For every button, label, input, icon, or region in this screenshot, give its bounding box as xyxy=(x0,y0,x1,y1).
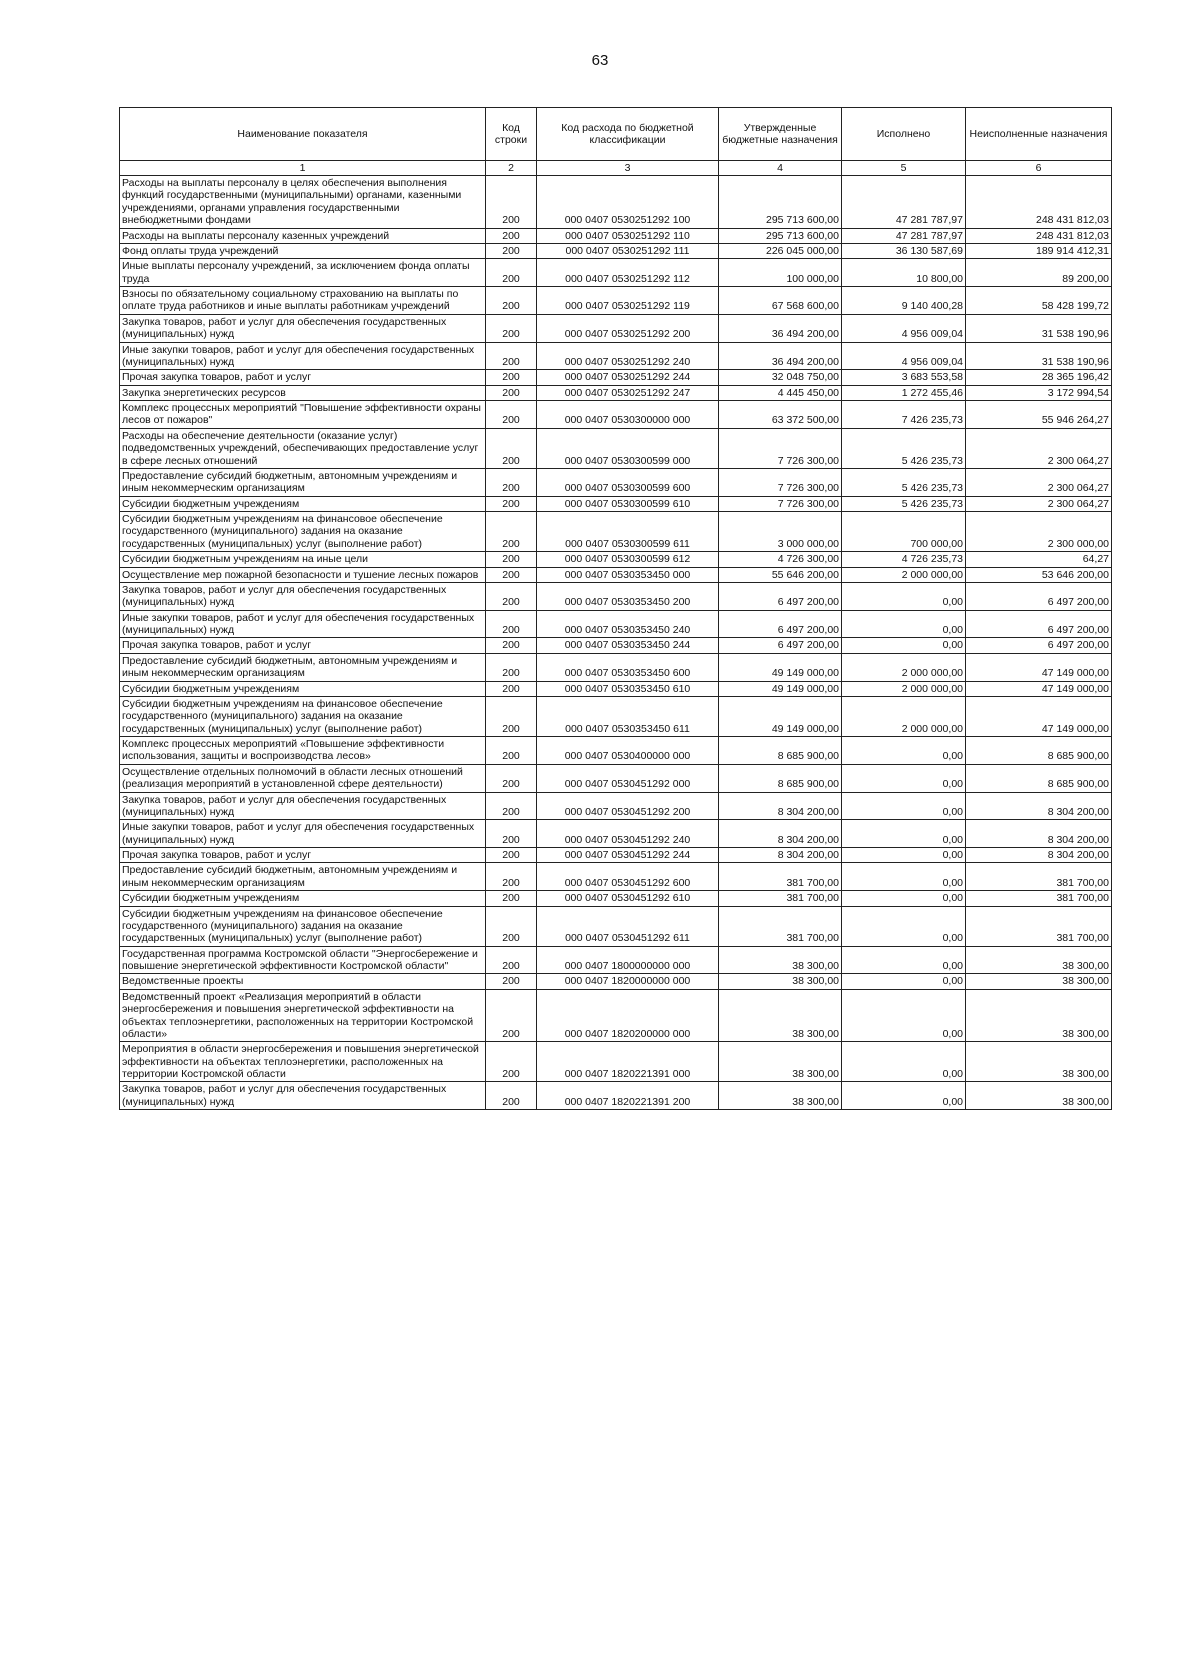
row-unexecuted-cell: 31 538 190,96 xyxy=(966,342,1112,370)
row-executed-cell: 0,00 xyxy=(842,974,966,989)
row-name-cell: Ведомственный проект «Реализация мероприятий в области энергосбережения и повышения энергетической эффективности на объектах теплоэнергетики, расположенных на территории Костромской области» xyxy=(120,989,486,1042)
row-approved-cell: 4 726 300,00 xyxy=(719,552,842,567)
row-code-cell: 200 xyxy=(486,512,537,552)
row-executed-cell: 0,00 xyxy=(842,582,966,610)
row-executed-cell: 7 426 235,73 xyxy=(842,401,966,429)
row-executed-cell: 2 000 000,00 xyxy=(842,653,966,681)
row-code-cell: 200 xyxy=(486,259,537,287)
row-executed-cell: 0,00 xyxy=(842,848,966,863)
header-classification: Код расхода по бюджетной классификации xyxy=(537,108,719,161)
table-row xyxy=(120,512,1112,552)
row-classification-cell: 000 0407 0530251292 244 xyxy=(537,370,719,385)
table-row xyxy=(120,552,1112,567)
row-unexecuted-cell: 6 497 200,00 xyxy=(966,610,1112,638)
table-row xyxy=(120,567,1112,582)
row-approved-cell: 226 045 000,00 xyxy=(719,243,842,258)
row-approved-cell: 49 149 000,00 xyxy=(719,696,842,736)
row-classification-cell: 000 0407 1820000000 000 xyxy=(537,974,719,989)
row-classification-cell: 000 0407 0530353450 600 xyxy=(537,653,719,681)
table-row xyxy=(120,974,1112,989)
column-numbers-row xyxy=(120,161,1112,176)
row-code-cell: 200 xyxy=(486,370,537,385)
table-row xyxy=(120,428,1112,468)
table-row xyxy=(120,946,1112,974)
row-name-cell: Субсидии бюджетным учреждениям на финансовое обеспечение государственного (муниципального) задания на оказание государственных (муниципальных) услуг (выполнение работ) xyxy=(120,906,486,946)
row-unexecuted-cell: 2 300 064,27 xyxy=(966,428,1112,468)
row-name-cell: Комплекс процессных мероприятий "Повышение эффективности охраны лесов от пожаров" xyxy=(120,401,486,429)
row-executed-cell: 0,00 xyxy=(842,638,966,653)
row-unexecuted-cell: 248 431 812,03 xyxy=(966,228,1112,243)
row-approved-cell: 100 000,00 xyxy=(719,259,842,287)
row-code-cell: 200 xyxy=(486,653,537,681)
row-name-cell: Комплекс процессных мероприятий «Повышение эффективности использования, защиты и воспроизводства лесов» xyxy=(120,737,486,765)
row-code-cell: 200 xyxy=(486,737,537,765)
row-classification-cell: 000 0407 0530451292 000 xyxy=(537,764,719,792)
row-executed-cell: 10 800,00 xyxy=(842,259,966,287)
table-row xyxy=(120,1082,1112,1110)
row-approved-cell: 32 048 750,00 xyxy=(719,370,842,385)
table-row xyxy=(120,820,1112,848)
row-code-cell: 200 xyxy=(486,681,537,696)
row-classification-cell: 000 0407 0530451292 611 xyxy=(537,906,719,946)
row-executed-cell: 1 272 455,46 xyxy=(842,385,966,400)
row-approved-cell: 6 497 200,00 xyxy=(719,610,842,638)
row-code-cell: 200 xyxy=(486,385,537,400)
row-unexecuted-cell: 8 304 200,00 xyxy=(966,820,1112,848)
row-unexecuted-cell: 89 200,00 xyxy=(966,259,1112,287)
column-number: 5 xyxy=(842,161,966,176)
row-code-cell: 200 xyxy=(486,906,537,946)
row-unexecuted-cell: 38 300,00 xyxy=(966,1082,1112,1110)
row-code-cell: 200 xyxy=(486,287,537,315)
row-executed-cell: 0,00 xyxy=(842,989,966,1042)
row-approved-cell: 8 685 900,00 xyxy=(719,737,842,765)
row-classification-cell: 000 0407 0530300599 611 xyxy=(537,512,719,552)
row-code-cell: 200 xyxy=(486,610,537,638)
row-unexecuted-cell: 3 172 994,54 xyxy=(966,385,1112,400)
row-unexecuted-cell: 2 300 000,00 xyxy=(966,512,1112,552)
table-body xyxy=(120,176,1112,1110)
row-code-cell: 200 xyxy=(486,401,537,429)
row-name-cell: Закупка товаров, работ и услуг для обеспечения государственных (муниципальных) нужд xyxy=(120,1082,486,1110)
row-unexecuted-cell: 381 700,00 xyxy=(966,906,1112,946)
row-executed-cell: 0,00 xyxy=(842,764,966,792)
row-executed-cell: 9 140 400,28 xyxy=(842,287,966,315)
table-row xyxy=(120,385,1112,400)
row-executed-cell: 47 281 787,97 xyxy=(842,176,966,229)
row-executed-cell: 0,00 xyxy=(842,820,966,848)
row-executed-cell: 4 956 009,04 xyxy=(842,342,966,370)
row-approved-cell: 38 300,00 xyxy=(719,974,842,989)
row-unexecuted-cell: 28 365 196,42 xyxy=(966,370,1112,385)
table-row xyxy=(120,792,1112,820)
row-approved-cell: 38 300,00 xyxy=(719,1082,842,1110)
row-unexecuted-cell: 8 304 200,00 xyxy=(966,792,1112,820)
row-unexecuted-cell: 38 300,00 xyxy=(966,989,1112,1042)
row-executed-cell: 0,00 xyxy=(842,1042,966,1082)
row-name-cell: Субсидии бюджетным учреждениям xyxy=(120,891,486,906)
row-unexecuted-cell: 38 300,00 xyxy=(966,946,1112,974)
header-executed: Исполнено xyxy=(842,108,966,161)
row-executed-cell: 0,00 xyxy=(842,906,966,946)
row-classification-cell: 000 0407 1820221391 200 xyxy=(537,1082,719,1110)
header-name: Наименование показателя xyxy=(120,108,486,161)
row-unexecuted-cell: 2 300 064,27 xyxy=(966,468,1112,496)
row-executed-cell: 0,00 xyxy=(842,863,966,891)
page-number: 63 xyxy=(591,52,609,69)
row-executed-cell: 2 000 000,00 xyxy=(842,681,966,696)
row-code-cell: 200 xyxy=(486,468,537,496)
table-row xyxy=(120,243,1112,258)
row-name-cell: Предоставление субсидий бюджетным, автономным учреждениям и иным некоммерческим организациям xyxy=(120,863,486,891)
row-code-cell: 200 xyxy=(486,974,537,989)
row-classification-cell: 000 0407 0530251292 111 xyxy=(537,243,719,258)
row-approved-cell: 7 726 300,00 xyxy=(719,468,842,496)
row-executed-cell: 0,00 xyxy=(842,1082,966,1110)
row-approved-cell: 7 726 300,00 xyxy=(719,428,842,468)
row-unexecuted-cell: 8 685 900,00 xyxy=(966,764,1112,792)
column-number: 3 xyxy=(537,161,719,176)
row-executed-cell: 36 130 587,69 xyxy=(842,243,966,258)
row-code-cell: 200 xyxy=(486,552,537,567)
row-unexecuted-cell: 189 914 412,31 xyxy=(966,243,1112,258)
row-classification-cell: 000 0407 0530451292 610 xyxy=(537,891,719,906)
row-name-cell: Расходы на выплаты персоналу казенных учреждений xyxy=(120,228,486,243)
row-classification-cell: 000 0407 0530353450 200 xyxy=(537,582,719,610)
row-classification-cell: 000 0407 0530300599 610 xyxy=(537,496,719,511)
row-code-cell: 200 xyxy=(486,989,537,1042)
row-classification-cell: 000 0407 0530353450 000 xyxy=(537,567,719,582)
row-unexecuted-cell: 381 700,00 xyxy=(966,863,1112,891)
row-code-cell: 200 xyxy=(486,496,537,511)
row-code-cell: 200 xyxy=(486,946,537,974)
row-name-cell: Осуществление отдельных полномочий в области лесных отношений (реализация мероприятий в установленной сфере деятельности) xyxy=(120,764,486,792)
row-name-cell: Мероприятия в области энергосбережения и повышения энергетической эффективности на объектах теплоэнергетики, расположенных на территории Костромской области xyxy=(120,1042,486,1082)
row-unexecuted-cell: 47 149 000,00 xyxy=(966,653,1112,681)
row-name-cell: Иные закупки товаров, работ и услуг для обеспечения государственных (муниципальных) нужд xyxy=(120,820,486,848)
row-classification-cell: 000 0407 0530353450 244 xyxy=(537,638,719,653)
row-unexecuted-cell: 38 300,00 xyxy=(966,974,1112,989)
row-unexecuted-cell: 6 497 200,00 xyxy=(966,582,1112,610)
row-classification-cell: 000 0407 0530251292 112 xyxy=(537,259,719,287)
table-header-row xyxy=(120,108,1112,161)
table-row xyxy=(120,737,1112,765)
row-unexecuted-cell: 58 428 199,72 xyxy=(966,287,1112,315)
row-unexecuted-cell: 8 304 200,00 xyxy=(966,848,1112,863)
row-unexecuted-cell: 31 538 190,96 xyxy=(966,314,1112,342)
row-executed-cell: 0,00 xyxy=(842,610,966,638)
table-row xyxy=(120,314,1112,342)
row-name-cell: Прочая закупка товаров, работ и услуг xyxy=(120,370,486,385)
row-approved-cell: 63 372 500,00 xyxy=(719,401,842,429)
row-executed-cell: 5 426 235,73 xyxy=(842,468,966,496)
row-name-cell: Субсидии бюджетным учреждениям на финансовое обеспечение государственного (муниципального) задания на оказание государственных (муниципальных) услуг (выполнение работ) xyxy=(120,512,486,552)
table-row xyxy=(120,848,1112,863)
row-name-cell: Закупка энергетических ресурсов xyxy=(120,385,486,400)
table-row xyxy=(120,496,1112,511)
table-row xyxy=(120,1042,1112,1082)
table-row xyxy=(120,401,1112,429)
row-name-cell: Иные закупки товаров, работ и услуг для обеспечения государственных (муниципальных) нужд xyxy=(120,342,486,370)
row-approved-cell: 38 300,00 xyxy=(719,1042,842,1082)
row-approved-cell: 8 304 200,00 xyxy=(719,792,842,820)
table-row xyxy=(120,176,1112,229)
row-executed-cell: 700 000,00 xyxy=(842,512,966,552)
row-code-cell: 200 xyxy=(486,582,537,610)
table-row xyxy=(120,989,1112,1042)
table-row xyxy=(120,764,1112,792)
row-executed-cell: 47 281 787,97 xyxy=(842,228,966,243)
row-classification-cell: 000 0407 0530300000 000 xyxy=(537,401,719,429)
row-approved-cell: 6 497 200,00 xyxy=(719,582,842,610)
row-unexecuted-cell: 38 300,00 xyxy=(966,1042,1112,1082)
row-unexecuted-cell: 8 685 900,00 xyxy=(966,737,1112,765)
row-approved-cell: 67 568 600,00 xyxy=(719,287,842,315)
row-approved-cell: 295 713 600,00 xyxy=(719,176,842,229)
row-unexecuted-cell: 47 149 000,00 xyxy=(966,681,1112,696)
table-row xyxy=(120,259,1112,287)
row-approved-cell: 381 700,00 xyxy=(719,863,842,891)
row-executed-cell: 2 000 000,00 xyxy=(842,696,966,736)
column-number: 4 xyxy=(719,161,842,176)
row-approved-cell: 381 700,00 xyxy=(719,906,842,946)
row-approved-cell: 8 685 900,00 xyxy=(719,764,842,792)
row-name-cell: Субсидии бюджетным учреждениям на финансовое обеспечение государственного (муниципального) задания на оказание государственных (муниципальных) услуг (выполнение работ) xyxy=(120,696,486,736)
row-code-cell: 200 xyxy=(486,428,537,468)
column-number: 1 xyxy=(120,161,486,176)
table-row xyxy=(120,228,1112,243)
row-classification-cell: 000 0407 1800000000 000 xyxy=(537,946,719,974)
row-classification-cell: 000 0407 0530251292 200 xyxy=(537,314,719,342)
row-classification-cell: 000 0407 0530251292 100 xyxy=(537,176,719,229)
row-code-cell: 200 xyxy=(486,638,537,653)
row-unexecuted-cell: 55 946 264,27 xyxy=(966,401,1112,429)
row-unexecuted-cell: 6 497 200,00 xyxy=(966,638,1112,653)
row-approved-cell: 55 646 200,00 xyxy=(719,567,842,582)
row-executed-cell: 4 956 009,04 xyxy=(842,314,966,342)
row-code-cell: 200 xyxy=(486,820,537,848)
table-row xyxy=(120,582,1112,610)
table-row xyxy=(120,638,1112,653)
row-code-cell: 200 xyxy=(486,176,537,229)
row-name-cell: Ведомственные проекты xyxy=(120,974,486,989)
row-name-cell: Государственная программа Костромской области "Энергосбережение и повышение энергетической эффективности Костромской области" xyxy=(120,946,486,974)
row-approved-cell: 36 494 200,00 xyxy=(719,342,842,370)
row-classification-cell: 000 0407 1820200000 000 xyxy=(537,989,719,1042)
row-approved-cell: 381 700,00 xyxy=(719,891,842,906)
table-row xyxy=(120,287,1112,315)
table-row xyxy=(120,906,1112,946)
row-unexecuted-cell: 248 431 812,03 xyxy=(966,176,1112,229)
header-approved: Утвержденные бюджетные назначения xyxy=(719,108,842,161)
row-approved-cell: 36 494 200,00 xyxy=(719,314,842,342)
row-classification-cell: 000 0407 0530251292 110 xyxy=(537,228,719,243)
row-code-cell: 200 xyxy=(486,792,537,820)
row-code-cell: 200 xyxy=(486,863,537,891)
table-row xyxy=(120,370,1112,385)
row-code-cell: 200 xyxy=(486,1042,537,1082)
row-executed-cell: 4 726 235,73 xyxy=(842,552,966,567)
row-classification-cell: 000 0407 0530451292 240 xyxy=(537,820,719,848)
table-row xyxy=(120,681,1112,696)
row-name-cell: Закупка товаров, работ и услуг для обеспечения государственных (муниципальных) нужд xyxy=(120,314,486,342)
row-name-cell: Закупка товаров, работ и услуг для обеспечения государственных (муниципальных) нужд xyxy=(120,582,486,610)
row-unexecuted-cell: 381 700,00 xyxy=(966,891,1112,906)
row-classification-cell: 000 0407 0530251292 119 xyxy=(537,287,719,315)
row-code-cell: 200 xyxy=(486,891,537,906)
row-name-cell: Фонд оплаты труда учреждений xyxy=(120,243,486,258)
row-approved-cell: 3 000 000,00 xyxy=(719,512,842,552)
row-name-cell: Расходы на обеспечение деятельности (оказание услуг) подведомственных учреждений, обеспечивающих предоставление услуг в сфере лесных отношений xyxy=(120,428,486,468)
row-code-cell: 200 xyxy=(486,696,537,736)
row-executed-cell: 0,00 xyxy=(842,792,966,820)
row-name-cell: Взносы по обязательному социальному страхованию на выплаты по оплате труда работников и иные выплаты работникам учреждений xyxy=(120,287,486,315)
row-approved-cell: 8 304 200,00 xyxy=(719,848,842,863)
row-code-cell: 200 xyxy=(486,567,537,582)
row-code-cell: 200 xyxy=(486,314,537,342)
row-code-cell: 200 xyxy=(486,228,537,243)
row-classification-cell: 000 0407 0530353450 240 xyxy=(537,610,719,638)
row-approved-cell: 7 726 300,00 xyxy=(719,496,842,511)
row-classification-cell: 000 0407 0530353450 611 xyxy=(537,696,719,736)
row-approved-cell: 8 304 200,00 xyxy=(719,820,842,848)
row-classification-cell: 000 0407 0530300599 000 xyxy=(537,428,719,468)
row-name-cell: Прочая закупка товаров, работ и услуг xyxy=(120,848,486,863)
row-classification-cell: 000 0407 0530300599 612 xyxy=(537,552,719,567)
row-executed-cell: 0,00 xyxy=(842,946,966,974)
table-row xyxy=(120,610,1112,638)
row-code-cell: 200 xyxy=(486,342,537,370)
column-number: 2 xyxy=(486,161,537,176)
row-classification-cell: 000 0407 0530300599 600 xyxy=(537,468,719,496)
row-name-cell: Закупка товаров, работ и услуг для обеспечения государственных (муниципальных) нужд xyxy=(120,792,486,820)
table-row xyxy=(120,468,1112,496)
column-number: 6 xyxy=(966,161,1112,176)
row-name-cell: Иные закупки товаров, работ и услуг для обеспечения государственных (муниципальных) нужд xyxy=(120,610,486,638)
row-approved-cell: 38 300,00 xyxy=(719,946,842,974)
row-name-cell: Субсидии бюджетным учреждениям xyxy=(120,496,486,511)
row-name-cell: Предоставление субсидий бюджетным, автономным учреждениям и иным некоммерческим организациям xyxy=(120,653,486,681)
row-classification-cell: 000 0407 0530353450 610 xyxy=(537,681,719,696)
row-classification-cell: 000 0407 0530451292 600 xyxy=(537,863,719,891)
row-unexecuted-cell: 64,27 xyxy=(966,552,1112,567)
row-code-cell: 200 xyxy=(486,243,537,258)
row-name-cell: Субсидии бюджетным учреждениям xyxy=(120,681,486,696)
row-name-cell: Субсидии бюджетным учреждениям на иные цели xyxy=(120,552,486,567)
row-executed-cell: 5 426 235,73 xyxy=(842,496,966,511)
row-classification-cell: 000 0407 0530451292 244 xyxy=(537,848,719,863)
row-approved-cell: 295 713 600,00 xyxy=(719,228,842,243)
budget-execution-table xyxy=(119,107,1112,1110)
row-name-cell: Предоставление субсидий бюджетным, автономным учреждениям и иным некоммерческим организациям xyxy=(120,468,486,496)
row-code-cell: 200 xyxy=(486,848,537,863)
row-code-cell: 200 xyxy=(486,764,537,792)
table-row xyxy=(120,863,1112,891)
row-executed-cell: 2 000 000,00 xyxy=(842,567,966,582)
row-classification-cell: 000 0407 1820221391 000 xyxy=(537,1042,719,1082)
row-approved-cell: 38 300,00 xyxy=(719,989,842,1042)
row-approved-cell: 6 497 200,00 xyxy=(719,638,842,653)
header-unexecuted: Неисполненные назначения xyxy=(966,108,1112,161)
row-approved-cell: 49 149 000,00 xyxy=(719,681,842,696)
row-classification-cell: 000 0407 0530400000 000 xyxy=(537,737,719,765)
table-row xyxy=(120,653,1112,681)
row-executed-cell: 0,00 xyxy=(842,891,966,906)
row-approved-cell: 4 445 450,00 xyxy=(719,385,842,400)
row-name-cell: Осуществление мер пожарной безопасности и тушение лесных пожаров xyxy=(120,567,486,582)
row-unexecuted-cell: 47 149 000,00 xyxy=(966,696,1112,736)
table-row xyxy=(120,891,1112,906)
table-row xyxy=(120,342,1112,370)
row-executed-cell: 3 683 553,58 xyxy=(842,370,966,385)
row-name-cell: Расходы на выплаты персоналу в целях обеспечения выполнения функций государственными (муниципальными) органами, казенными учреждениями, органами управления государственными внебюджетными фондами xyxy=(120,176,486,229)
row-classification-cell: 000 0407 0530451292 200 xyxy=(537,792,719,820)
table-row xyxy=(120,696,1112,736)
row-executed-cell: 5 426 235,73 xyxy=(842,428,966,468)
row-name-cell: Иные выплаты персоналу учреждений, за исключением фонда оплаты труда xyxy=(120,259,486,287)
row-unexecuted-cell: 2 300 064,27 xyxy=(966,496,1112,511)
row-classification-cell: 000 0407 0530251292 240 xyxy=(537,342,719,370)
row-approved-cell: 49 149 000,00 xyxy=(719,653,842,681)
row-executed-cell: 0,00 xyxy=(842,737,966,765)
header-code: Код строки xyxy=(486,108,537,161)
row-name-cell: Прочая закупка товаров, работ и услуг xyxy=(120,638,486,653)
row-code-cell: 200 xyxy=(486,1082,537,1110)
row-classification-cell: 000 0407 0530251292 247 xyxy=(537,385,719,400)
row-unexecuted-cell: 53 646 200,00 xyxy=(966,567,1112,582)
